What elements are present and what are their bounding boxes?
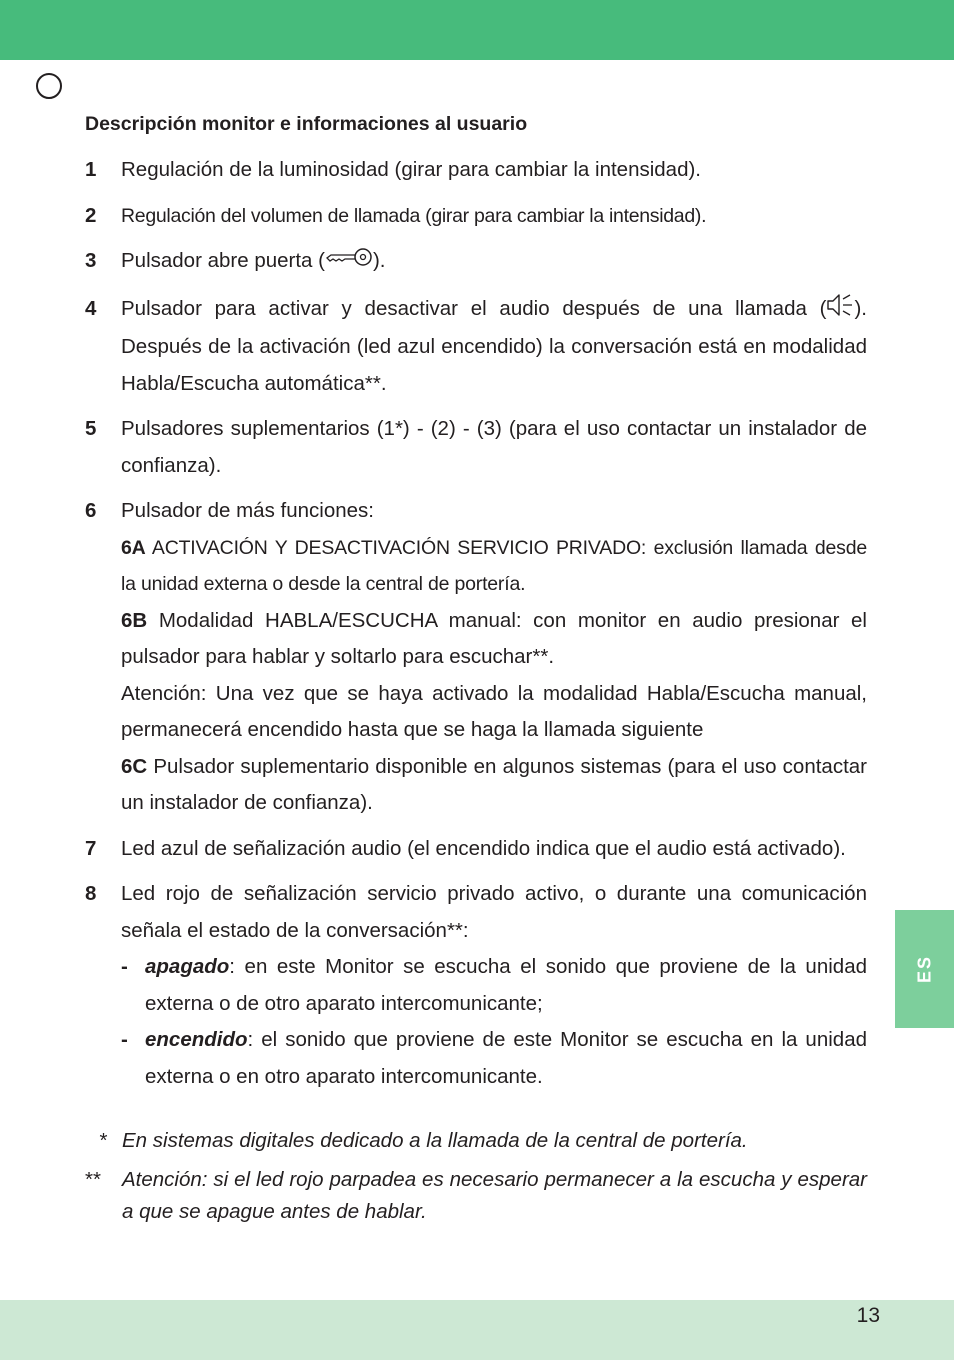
item-text: Regulación del volumen de llamada (girar para cambiar la intensidad).	[121, 204, 707, 227]
footnote-mark: *	[99, 1129, 108, 1152]
item-number: 6	[85, 499, 97, 522]
sub-item-label: 6A	[121, 536, 146, 559]
bullet-text: : en este Monitor se escucha el sonido que proviene de la unidad externa o de otro aparato intercomunicante;	[145, 955, 867, 1015]
item-text: Led azul de señalización audio (el encendido indica que el audio está activado).	[121, 836, 846, 860]
speaker-icon	[826, 293, 854, 330]
bullet-dash: -	[121, 1028, 128, 1051]
footnotes	[85, 1125, 867, 1228]
list-item-3	[85, 243, 867, 282]
item-text: Regulación de la luminosidad (girar para cambiar la intensidad).	[121, 158, 702, 181]
list-item-2	[85, 198, 867, 235]
sub-item-6a	[121, 530, 867, 603]
sub-item-label: 6C	[121, 754, 148, 778]
bullet-item-apagado	[121, 949, 867, 1022]
list-item-7	[85, 831, 867, 868]
footnote-text: Atención: si el led rojo parpadea es necesario permanecer a la escucha y esperar a que se apague antes de hablar.	[122, 1168, 867, 1223]
bottom-color-bar	[0, 1300, 954, 1360]
sub-item-attention	[121, 676, 867, 749]
item-text-after: ). Después de la activación (led azul encendido) la conversación está en modalidad Habla/Escucha automática**.	[121, 296, 867, 395]
sub-item-text: Pulsador suplementario disponible en algunos sistemas (para el uso contactar un instalador de confianza).	[121, 754, 867, 814]
bullet-item-encendido	[121, 1022, 867, 1095]
item-number: 2	[85, 203, 97, 227]
item-number: 7	[85, 836, 97, 860]
section-heading: Descripción monitor e informaciones al usuario	[85, 113, 528, 135]
item-number: 8	[85, 882, 97, 905]
item-text-before: Pulsador abre puerta (	[121, 249, 325, 272]
sub-item-label: 6B	[121, 608, 148, 632]
sub-item-text: Atención: Una vez que se haya activado la modalidad Habla/Escucha manual, permanecerá encendido hasta que se haga la llamada siguiente	[121, 681, 867, 741]
item-text: Pulsadores suplementarios (1*) - (2) - (3) (para el uso contactar un instalador de confianza).	[121, 417, 867, 477]
sub-item-6c	[121, 749, 867, 822]
item-text	[121, 291, 867, 403]
page-content	[85, 110, 867, 1235]
item-text	[121, 243, 867, 282]
item-text-before: Pulsador para activar y desactivar el audio después de una llamada (	[121, 296, 827, 320]
list-item-6	[85, 493, 867, 822]
footnote-mark: **	[85, 1168, 101, 1191]
item-text: Led rojo de señalización servicio privado activo, o durante una comunicación señala el estado de la conversación**:	[121, 882, 867, 942]
bullet-dash: -	[121, 955, 128, 978]
footnote-double	[85, 1164, 867, 1228]
item-number: 3	[85, 249, 97, 272]
item-body	[121, 876, 867, 1095]
item-number: 4	[85, 296, 97, 320]
bullet-term: apagado	[145, 955, 230, 978]
sub-item-text: ACTIVACIÓN Y DESACTIVACIÓN SERVICIO PRIVADO: exclusión llamada desde la unidad externa o desde la central de portería.	[121, 536, 867, 595]
sub-item-text: Modalidad HABLA/ESCUCHA manual: con monitor en audio presionar el pulsador para hablar y soltarlo para escuchar**.	[121, 608, 867, 668]
bullet-text: : el sonido que proviene de este Monitor se escucha en la unidad externa o en otro aparato intercomunicante.	[145, 1028, 867, 1088]
page-number: 13	[856, 1304, 880, 1327]
sub-item-6b	[121, 603, 867, 676]
top-color-bar	[0, 0, 954, 60]
item-text-after: ).	[372, 249, 386, 272]
footnote-text: En sistemas digitales dedicado a la llamada de la central de portería.	[122, 1129, 748, 1152]
list-item-5	[85, 411, 867, 484]
list-item-4	[85, 291, 867, 403]
list-item-8	[85, 876, 867, 1095]
language-label: ES	[914, 954, 934, 984]
language-tab	[895, 910, 954, 1028]
bullet-term: encendido	[145, 1028, 248, 1051]
footnote-single	[85, 1125, 867, 1157]
item-number: 1	[85, 158, 97, 181]
list-item-1	[85, 152, 867, 189]
item-number: 5	[85, 417, 97, 440]
register-circle-icon	[36, 73, 62, 99]
item-text: Pulsador de más funciones:	[121, 499, 374, 522]
item-body	[121, 493, 867, 822]
key-icon	[325, 245, 373, 282]
